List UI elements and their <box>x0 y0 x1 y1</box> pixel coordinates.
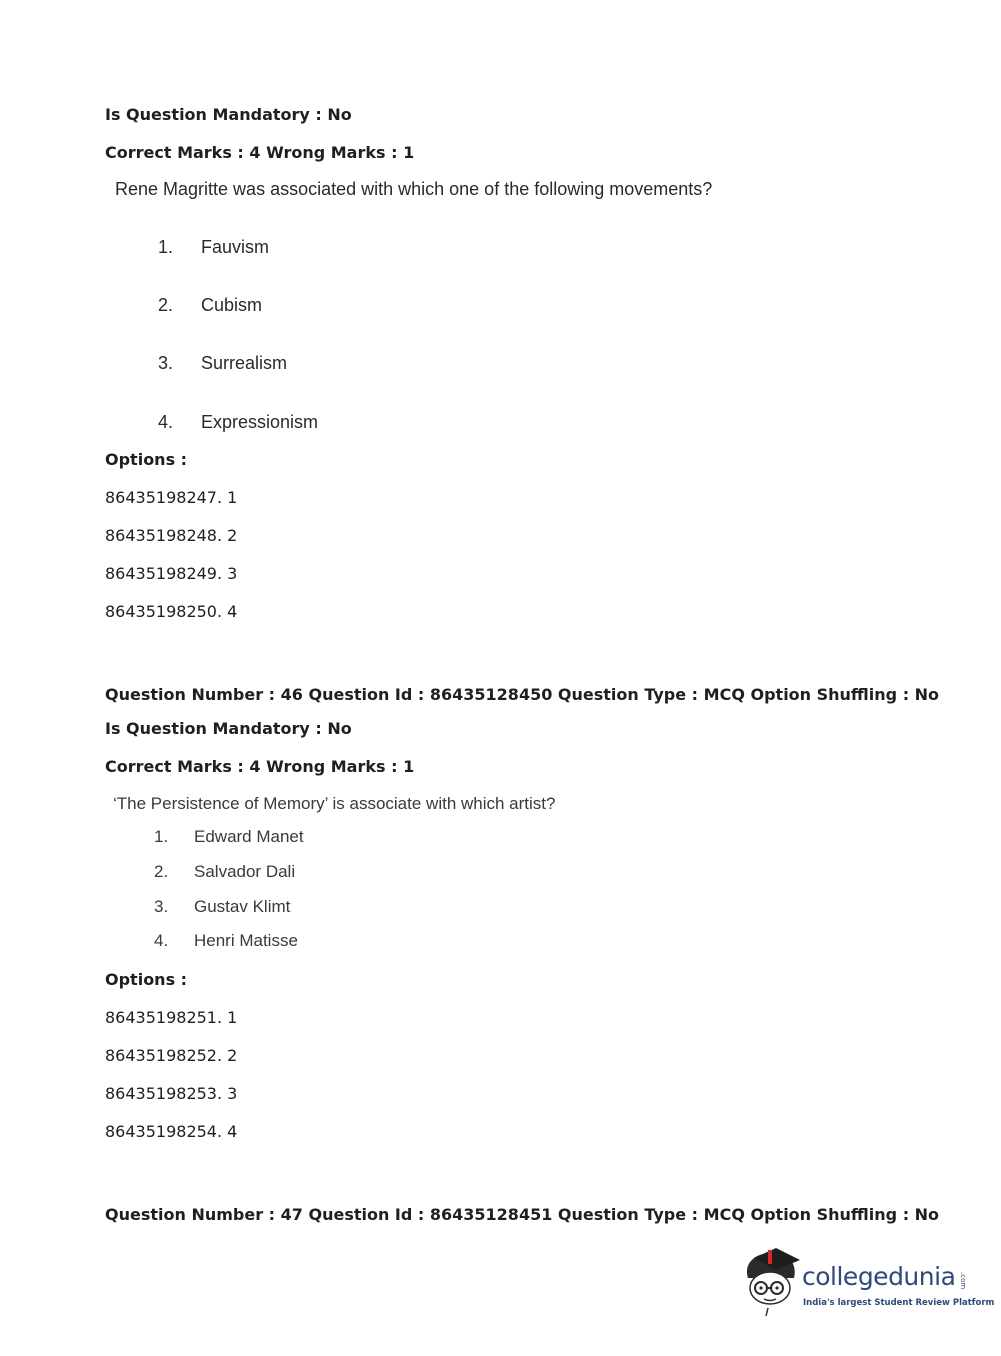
choice-number: 3. <box>158 353 174 373</box>
choice-number: 4. <box>154 931 169 950</box>
choice-text: Henri Matisse <box>194 931 298 950</box>
q45-option-id-2: 86435198248. 2 <box>105 526 238 545</box>
q45-options-label: Options : <box>105 450 188 469</box>
choice-number: 1. <box>154 827 169 846</box>
choice-text: Gustav Klimt <box>194 897 291 916</box>
choice-number: 3. <box>154 897 169 916</box>
choice-text: Expressionism <box>201 412 319 432</box>
choice-text: Edward Manet <box>194 827 304 846</box>
q47-header: Question Number : 47 Question Id : 86435128451 Question Type : MCQ Option Shuffling : No <box>105 1205 940 1224</box>
q45-option-id-1: 86435198247. 1 <box>105 488 238 507</box>
q46-choice-1 <box>154 827 304 847</box>
q46-option-id-1: 86435198251. 1 <box>105 1008 238 1027</box>
q45-question-text: Rene Magritte was associated with which one of the following movements? <box>115 179 713 199</box>
q45-choice-4 <box>158 412 318 433</box>
q46-option-id-2: 86435198252. 2 <box>105 1046 238 1065</box>
q46-marks: Correct Marks : 4 Wrong Marks : 1 <box>105 757 415 776</box>
logo-com: .com <box>959 1272 967 1290</box>
q46-question-text: ‘The Persistence of Memory’ is associate with which artist? <box>113 794 556 813</box>
q45-choice-2 <box>158 295 262 316</box>
q46-choice-2 <box>154 862 295 882</box>
q46-header: Question Number : 46 Question Id : 86435128450 Question Type : MCQ Option Shuffling : No <box>105 685 940 704</box>
choice-number: 4. <box>158 412 174 432</box>
q46-choice-3 <box>154 897 290 917</box>
choice-text: Fauvism <box>201 237 270 257</box>
q45-mandatory: Is Question Mandatory : No <box>105 105 352 124</box>
choice-text: Surrealism <box>201 353 288 373</box>
q45-marks: Correct Marks : 4 Wrong Marks : 1 <box>105 143 415 162</box>
mascot-icon <box>742 1248 802 1320</box>
choice-text: Cubism <box>201 295 263 315</box>
choice-number: 2. <box>154 862 169 881</box>
q46-mandatory: Is Question Mandatory : No <box>105 719 352 738</box>
q46-option-id-3: 86435198253. 3 <box>105 1084 238 1103</box>
q46-options-label: Options : <box>105 970 188 989</box>
choice-number: 2. <box>158 295 174 315</box>
choice-number: 1. <box>158 237 174 257</box>
logo-tagline: India's largest Student Review Platform <box>803 1298 995 1308</box>
collegedunia-logo <box>742 1248 995 1320</box>
q46-option-id-4: 86435198254. 4 <box>105 1122 238 1141</box>
q46-choice-4 <box>154 931 298 951</box>
q45-option-id-4: 86435198250. 4 <box>105 602 238 621</box>
q45-choice-3 <box>158 353 287 374</box>
logo-wordmark: collegedunia <box>802 1262 956 1291</box>
q45-option-id-3: 86435198249. 3 <box>105 564 238 583</box>
choice-text: Salvador Dali <box>194 862 296 881</box>
q45-choice-1 <box>158 237 269 258</box>
